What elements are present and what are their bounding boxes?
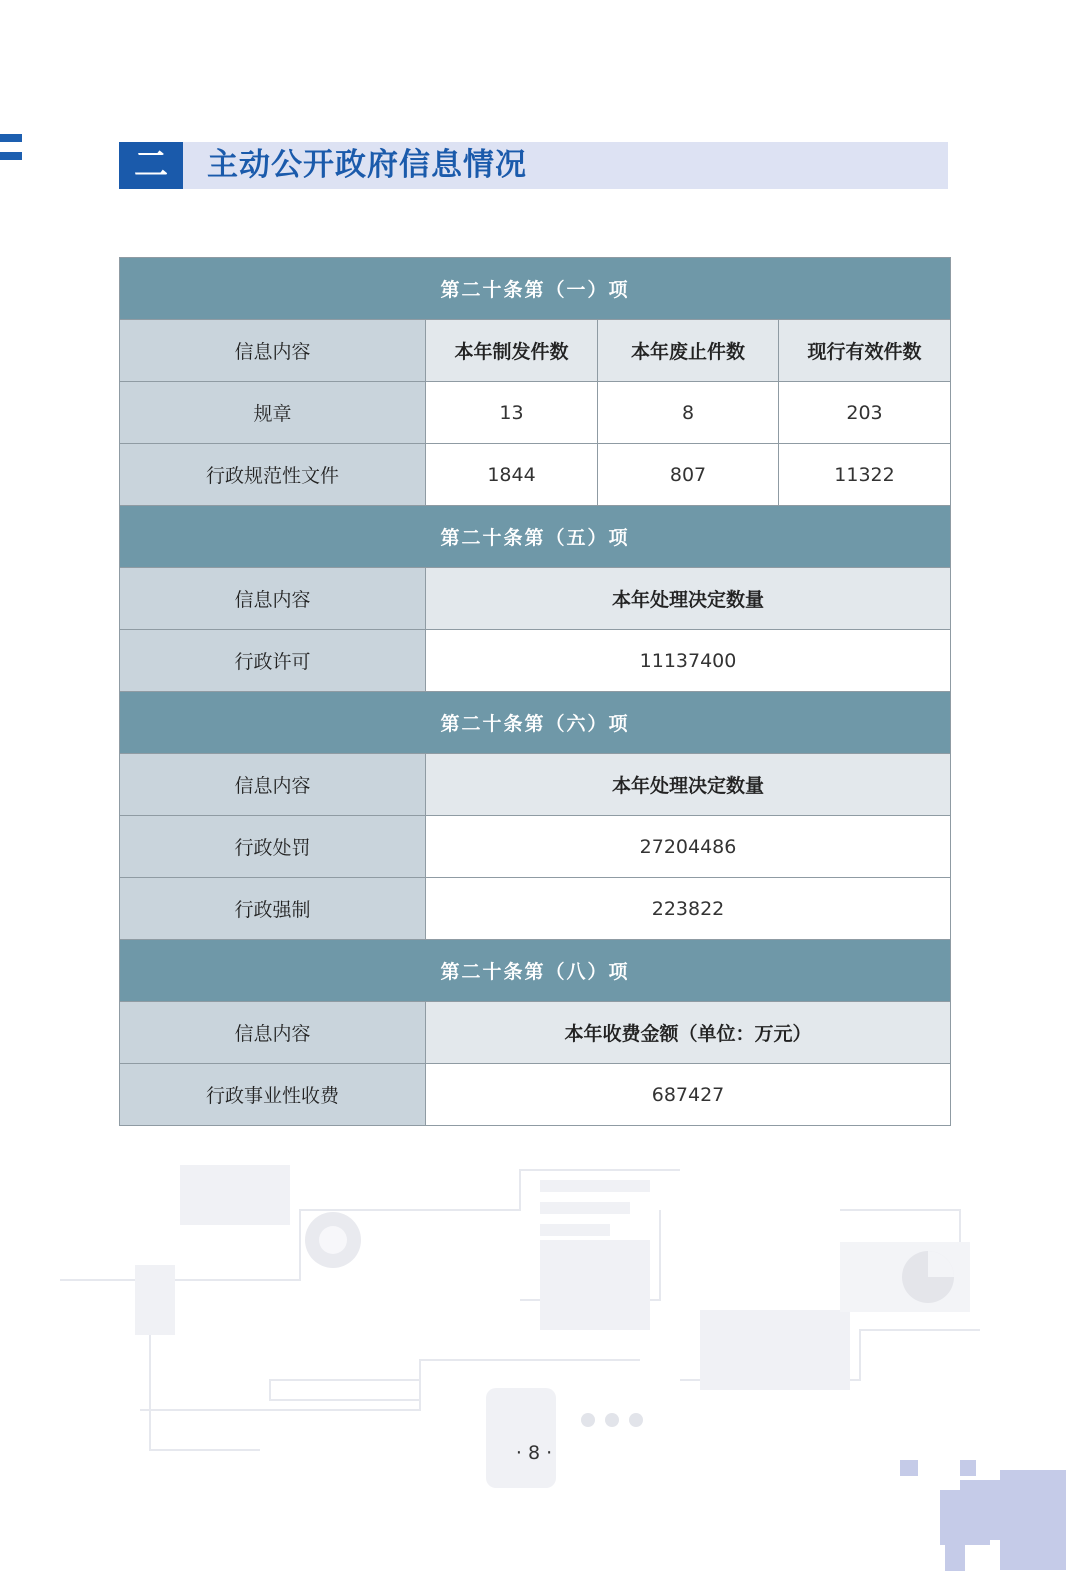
table-cell: 223822 <box>426 878 951 940</box>
pie-chart-icon <box>840 1242 970 1312</box>
table-header-row <box>120 1002 951 1064</box>
header-cell: 本年处理决定数量 <box>426 568 951 630</box>
table-row <box>120 630 951 692</box>
header-cell: 本年制发件数 <box>426 320 598 382</box>
table-cell: 8 <box>598 382 779 444</box>
row-label: 规章 <box>120 382 426 444</box>
row-label: 行政处罚 <box>120 816 426 878</box>
header-cell: 本年收费金额（单位：万元） <box>426 1002 951 1064</box>
table-row <box>120 816 951 878</box>
section-title-cell: 第二十条第（五）项 <box>120 506 951 568</box>
corner-squares-decoration <box>900 1460 1066 1571</box>
table-cell: 11322 <box>779 444 951 506</box>
decorative-background-graphic <box>0 1150 1069 1571</box>
header-cell: 现行有效件数 <box>779 320 951 382</box>
header-cell: 信息内容 <box>120 568 426 630</box>
table-header-row <box>120 568 951 630</box>
row-label: 行政规范性文件 <box>120 444 426 506</box>
sun-gear-icon <box>305 1212 361 1268</box>
header-cell: 信息内容 <box>120 754 426 816</box>
table-header-row <box>120 320 951 382</box>
header-cell: 本年废止件数 <box>598 320 779 382</box>
side-marker-bottom <box>0 152 22 160</box>
page-number: · 8 · <box>515 1442 553 1464</box>
table-header-row <box>120 754 951 816</box>
table-cell: 11137400 <box>426 630 951 692</box>
table-cell: 203 <box>779 382 951 444</box>
disclosure-table <box>119 257 951 1126</box>
section-title-row <box>120 940 951 1002</box>
section-title-cell: 第二十条第（一）项 <box>120 258 951 320</box>
table-row <box>120 444 951 506</box>
section-title-row <box>120 258 951 320</box>
table-row <box>120 878 951 940</box>
table-cell: 13 <box>426 382 598 444</box>
section-title-row <box>120 506 951 568</box>
section-title-row <box>120 692 951 754</box>
gear-row-icons <box>581 1413 643 1427</box>
section-title-cell: 第二十条第（八）项 <box>120 940 951 1002</box>
table-cell: 1844 <box>426 444 598 506</box>
table-row <box>120 382 951 444</box>
table-row <box>120 1064 951 1126</box>
table-cell: 687427 <box>426 1064 951 1126</box>
table-cell: 27204486 <box>426 816 951 878</box>
section-title: 主动公开政府信息情况 <box>207 147 527 183</box>
row-label: 行政强制 <box>120 878 426 940</box>
section-heading <box>119 142 948 189</box>
table-cell: 807 <box>598 444 779 506</box>
header-cell: 信息内容 <box>120 320 426 382</box>
side-marker-top <box>0 134 22 142</box>
section-title-cell: 第二十条第（六）项 <box>120 692 951 754</box>
row-label: 行政事业性收费 <box>120 1064 426 1126</box>
row-label: 行政许可 <box>120 630 426 692</box>
header-cell: 本年处理决定数量 <box>426 754 951 816</box>
header-cell: 信息内容 <box>120 1002 426 1064</box>
section-number: 二 <box>119 142 183 189</box>
